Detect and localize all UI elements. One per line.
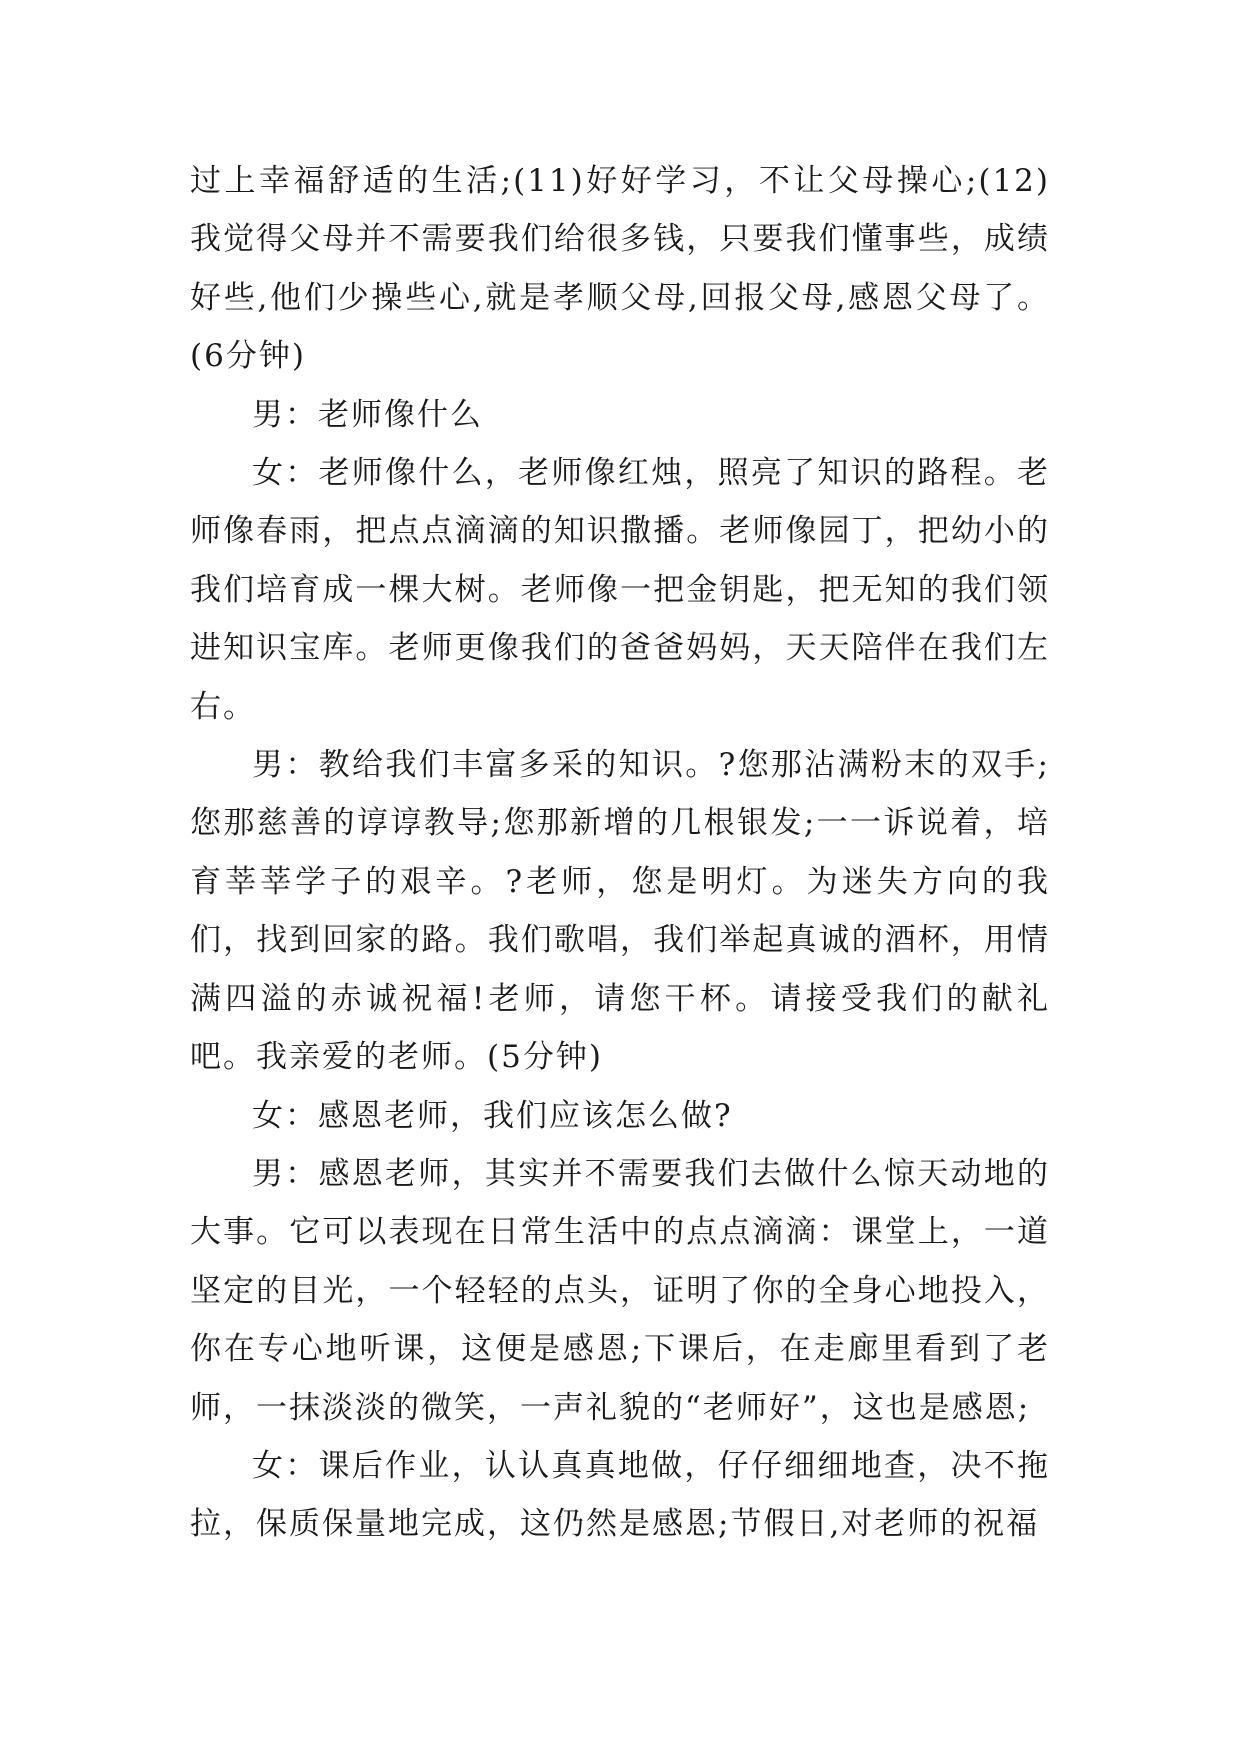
paragraph-male-gratitude: 男：感恩老师，其实并不需要我们去做什么惊天动地的大事。它可以表现在日常生活中的点点滴滴：课堂上，一道坚定的目光，一个轻轻的点头，证明了你的全身心地投入，你在专心地听课，这便是感恩;下课后，在走廊里看到了老师，一抹淡淡的微笑，一声礼貌的“老师好”，这也是感恩; [190,1155,1050,1426]
document-body [190,152,1050,1554]
paragraph-male-tribute: 男：教给我们丰富多采的知识。?您那沾满粉末的双手;您那慈善的谆谆教导;您那新增的几根银发;一一诉说着，培育莘莘学子的艰辛。?老师，您是明灯。为迷失方向的我们，找到回家的路。我们歌唱，我们举起真诚的酒杯，用情满四溢的赤诚祝福!老师，请您干杯。请接受我们的献礼吧。我亲爱的老师。(5分钟) [190,747,1050,1076]
paragraph-male-question: 男：老师像什么 [252,396,483,433]
paragraph-continuation: 过上幸福舒适的生活;(11)好好学习，不让父母操心;(12)我觉得父母并不需要我们给很多钱，只要我们懂事些，成绩好些,他们少操些心,就是孝顺父母,回报父母,感恩父母了。(6分钟) [190,163,1050,375]
paragraph-female-teacher-metaphors: 女：老师像什么，老师像红烛，照亮了知识的路程。老师像春雨，把点点滴滴的知识撒播。老师像园丁，把幼小的我们培育成一棵大树。老师像一把金钥匙，把无知的我们领进知识宝库。老师更像我们的爸爸妈妈，天天陪伴在我们左右。 [190,455,1050,725]
paragraph-female-homework: 女：课后作业，认认真真地做，仔仔细细地查，决不拖拉，保质保量地完成，这仍然是感恩;节假日,对老师的祝福 [190,1447,1050,1543]
paragraph-female-question: 女：感恩老师，我们应该怎么做? [252,1097,733,1134]
